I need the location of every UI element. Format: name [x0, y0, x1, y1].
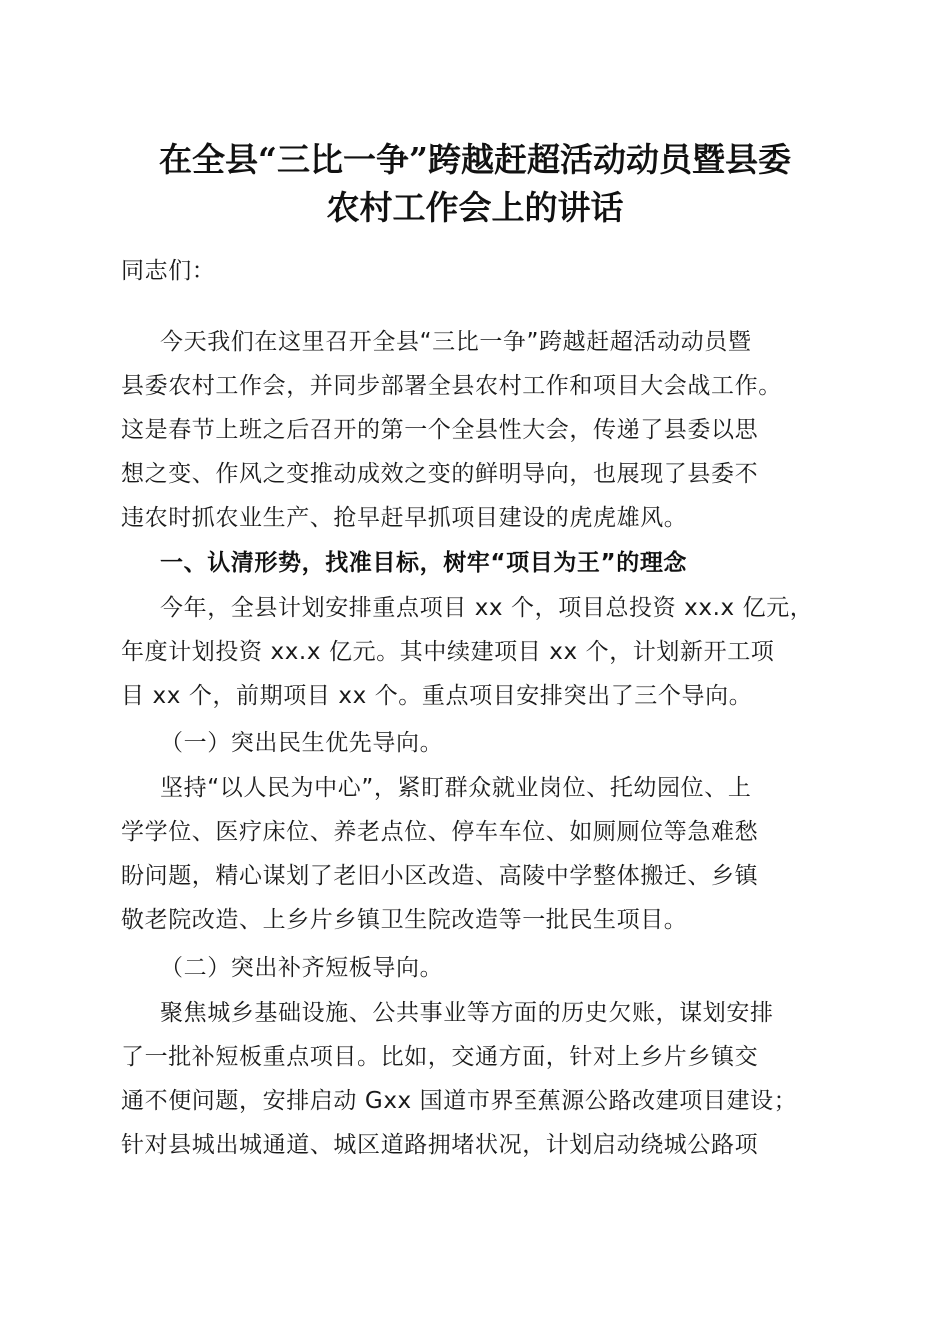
shortboard-line: 通不便问题，安排启动 Gxx 国道市界至蕉源公路改建项目建设；: [121, 1088, 798, 1114]
shortboard-line: 聚焦城乡基础设施、公共事业等方面的历史欠账，谋划安排: [160, 1000, 774, 1026]
intro-line: 县委农村工作会，并同步部署全县农村工作和项目大会战工作。: [121, 373, 782, 399]
document-title-line-1: 在全县“三比一争”跨越赶超活动动员暨县委: [159, 140, 791, 179]
shortboard-line: 了一批补短板重点项目。比如，交通方面，针对上乡片乡镇交: [121, 1044, 759, 1070]
livelihood-line: 盼问题，精心谋划了老旧小区改造、高陵中学整体搬迁、乡镇: [121, 863, 759, 889]
plan-line: 年度计划投资 xx.x 亿元。其中续建项目 xx 个，计划新开工项: [121, 639, 775, 665]
livelihood-line: 敬老院改造、上乡片乡镇卫生院改造等一批民生项目。: [121, 907, 688, 933]
plan-line: 今年，全县计划安排重点项目 xx 个，项目总投资 xx.x 亿元，: [160, 595, 814, 621]
document-title-line-2: 农村工作会上的讲话: [326, 188, 624, 227]
intro-line: 这是春节上班之后召开的第一个全县性大会，传递了县委以思: [121, 417, 759, 443]
intro-line: 违农时抓农业生产、抢早赶早抓项目建设的虎虎雄风。: [121, 505, 688, 531]
subsection-1-heading: （一）突出民生优先导向。: [160, 730, 444, 756]
subsection-2-heading: （二）突出补齐短板导向。: [160, 955, 444, 981]
plan-line: 目 xx 个，前期项目 xx 个。重点项目安排突出了三个导向。: [121, 683, 753, 709]
salutation: 同志们：: [121, 258, 216, 284]
section-1-heading: 一、认清形势，找准目标，树牢“项目为王”的理念: [160, 550, 688, 576]
livelihood-line: 坚持“以人民为中心”，紧盯群众就业岗位、托幼园位、上: [160, 775, 752, 801]
livelihood-line: 学学位、医疗床位、养老点位、停车车位、如厕厕位等急难愁: [121, 819, 759, 845]
intro-line: 想之变、作风之变推动成效之变的鲜明导向，也展现了县委不: [121, 461, 759, 487]
intro-line: 今天我们在这里召开全县“三比一争”跨越赶超活动动员暨: [160, 329, 752, 355]
shortboard-line: 针对县城出城通道、城区道路拥堵状况，计划启动绕城公路项: [121, 1132, 759, 1158]
